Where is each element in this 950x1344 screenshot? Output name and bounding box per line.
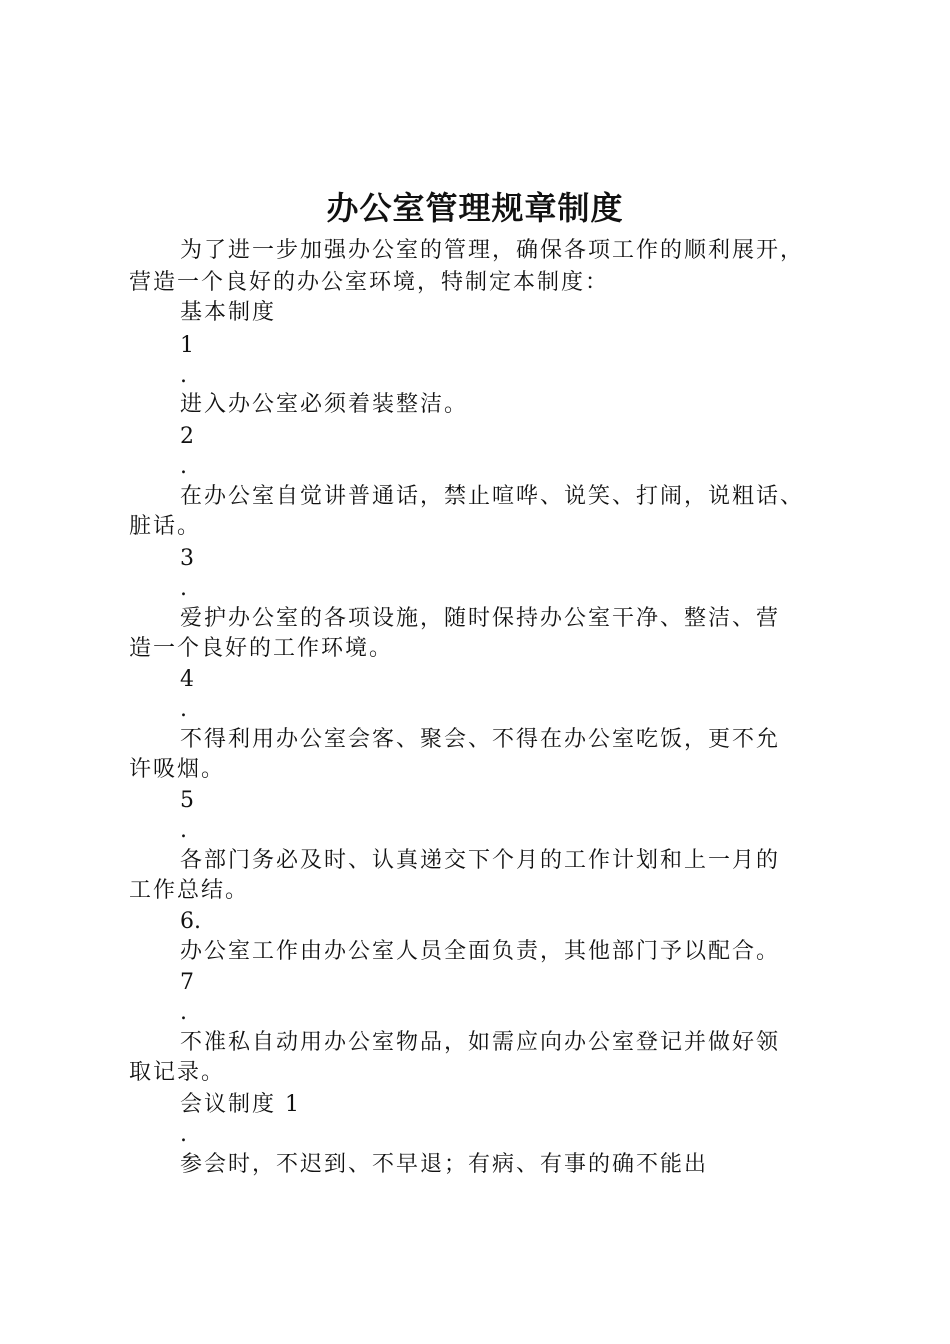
item-text: 爱护办公室的各项设施，随时保持办公室干净、整洁、营 (180, 606, 781, 631)
item-dot: . (180, 1000, 187, 1025)
item-text-continued: 许吸烟。 (129, 757, 226, 782)
item-text-continued: 工作总结。 (129, 878, 250, 903)
item-text: 不得利用办公室会客、聚会、不得在办公室吃饭，更不允 (180, 727, 781, 752)
item-number: 1 (180, 333, 194, 358)
item-text: 各部门务必及时、认真递交下个月的工作计划和上一月的 (180, 848, 781, 873)
item-text: 办公室工作由办公室人员全面负责，其他部门予以配合。 (180, 939, 781, 964)
item-number: 6. (180, 909, 201, 934)
item-number: 3 (180, 546, 194, 571)
item-text-continued: 取记录。 (129, 1060, 226, 1085)
item-dot: . (180, 576, 187, 601)
document-title: 办公室管理规章制度 (326, 189, 624, 227)
item-number: 2 (180, 424, 194, 449)
item-text-continued: 造一个良好的工作环境。 (129, 636, 394, 661)
item-text: 不准私自动用办公室物品，如需应向办公室登记并做好领 (180, 1030, 781, 1055)
item-text-continued: 脏话。 (129, 514, 202, 539)
section-heading-basic: 基本制度 (180, 300, 277, 325)
item-text: 在办公室自觉讲普通话，禁止喧哗、说笑、打闹，说粗话、 (180, 484, 805, 509)
item-dot: . (180, 697, 187, 722)
item-number: 7 (180, 970, 194, 995)
item-text: 进入办公室必须着装整洁。 (180, 392, 469, 417)
item-dot: . (180, 454, 187, 479)
item-dot: . (180, 363, 187, 388)
item-number: 4 (180, 667, 194, 692)
item-number: 5 (180, 788, 194, 813)
item-text: 参会时，不迟到、不早退；有病、有事的确不能出 (180, 1152, 709, 1177)
item-dot: . (180, 818, 187, 843)
section-heading-meeting: 会议制度 1 (180, 1092, 301, 1117)
intro-line-2: 营造一个良好的办公室环境，特制定本制度： (129, 270, 610, 295)
intro-line-1: 为了进一步加强办公室的管理，确保各项工作的顺利展开， (180, 238, 805, 263)
item-dot: . (180, 1122, 187, 1147)
